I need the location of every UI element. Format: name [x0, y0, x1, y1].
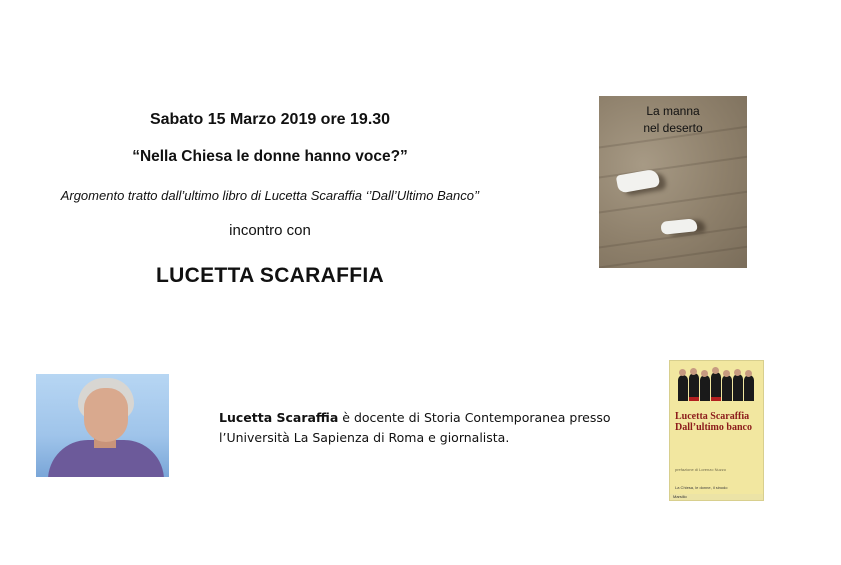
event-title: “Nella Chiesa le donne hanno voce?”: [132, 148, 408, 165]
event-subtitle: Argomento tratto dall’ultimo libro di Lucetta Scaraffia ‘’Dall’Ultimo Banco’’: [60, 188, 480, 203]
book-publisher: Marsilio: [670, 494, 764, 500]
book-title: Dall’ultimo banco: [675, 422, 752, 433]
speaker-portrait: [36, 374, 169, 477]
manna-caption-line: La manna: [646, 104, 700, 118]
bio-line: [219, 408, 639, 428]
manna-caption-line: nel deserto: [643, 121, 703, 135]
manna-caption: [599, 103, 747, 137]
book-author: Lucetta Scaraffia: [675, 411, 750, 422]
book-cover: [669, 360, 764, 501]
book-preface: prefazione di Lorenzo Nuzzo: [675, 467, 726, 472]
bio-text: è docente di Storia Contemporanea presso: [338, 410, 611, 425]
speaker-name: LUCETTA SCARAFFIA: [156, 264, 384, 287]
speaker-bio: [219, 408, 639, 448]
event-date: Sabato 15 Marzo 2019 ore 19.30: [149, 111, 391, 128]
book-series: La Chiesa, le donne, il sinodo: [675, 485, 728, 490]
bio-line: l’Università La Sapienza di Roma e giornalista.: [219, 430, 510, 445]
event-connector: incontro con: [229, 222, 311, 239]
bio-name: Lucetta Scaraffia: [219, 410, 339, 425]
manna-photo: [599, 96, 747, 268]
book-cover-illustration: [676, 367, 757, 401]
